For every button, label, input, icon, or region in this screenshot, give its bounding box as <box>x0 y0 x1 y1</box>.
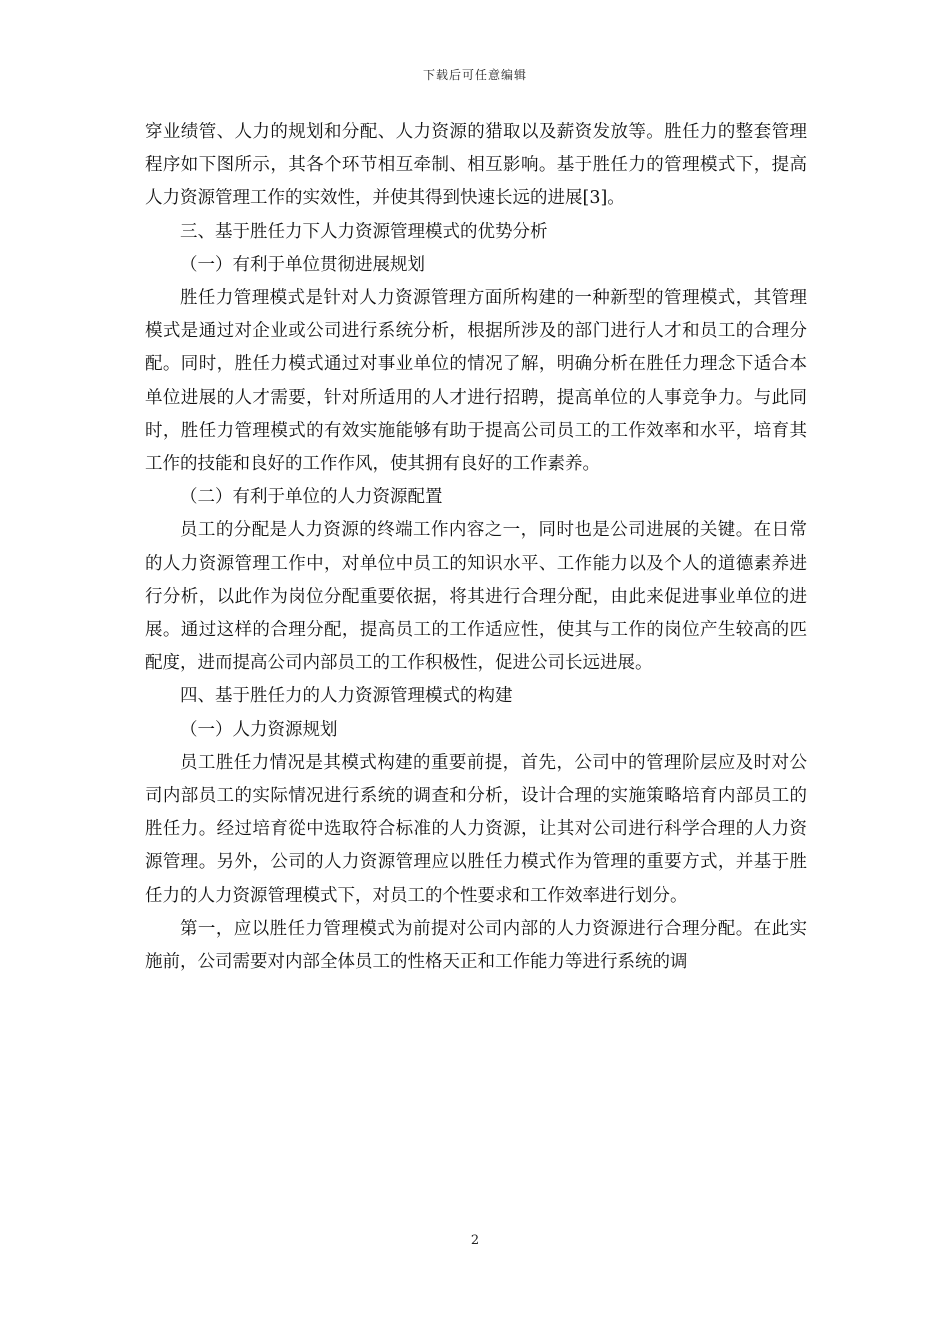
paragraph-continuation: 穿业绩管、人力的规划和分配、人力资源的猎取以及薪资发放等。胜任力的整套管理程序如下图所示，其各个环节相互牵制、相互影响。基于胜任力的管理模式下，提高人力资源管理工作的实效性，并使其得到快速长远的进展[3]。 <box>145 122 807 209</box>
section-heading-3: 三、基于胜任力下人力资源管理模式的优势分析 <box>180 221 548 242</box>
paragraph-hr-planning: 员工胜任力情况是其模式构建的重要前提，首先，公司中的管理阶层应及时对公司内部员工的实际情况进行系统的调查和分析，设计合理的实施策略培育内部员工的胜任力。经过培育從中选取符合标准的人力资源，让其对公司进行科学合理的人力资源管理。另外，公司的人力资源管理应以胜任力模式作为管理的重要方式，并基于胜任力的人力资源管理模式下，对员工的个性要求和工作效率进行划分。 <box>145 752 807 906</box>
subsection-heading-4-1: （一）人力资源规划 <box>180 719 338 740</box>
page-number: 2 <box>470 1233 480 1248</box>
document-body <box>145 116 807 979</box>
page-header: 下载后可任意编辑 <box>422 68 527 82</box>
paragraph-allocation: 员工的分配是人力资源的终端工作内容之一，同时也是公司进展的关键。在日常的人力资源管理工作中，对单位中员工的知识水平、工作能力以及个人的道德素养进行分析，以此作为岗位分配重要依据，将其进行合理分配，由此来促进事业单位的进展。通过这样的合理分配，提高员工的工作适应性，使其与工作的岗位产生较高的匹配度，进而提高公司内部员工的工作积极性，促进公司长远进展。 <box>145 520 807 674</box>
paragraph-first-point: 第一，应以胜任力管理模式为前提对公司内部的人力资源进行合理分配。在此实施前，公司需要对内部全体员工的性格天正和工作能力等进行系统的调 <box>145 918 807 973</box>
section-heading-4: 四、基于胜任力的人力资源管理模式的构建 <box>180 686 513 707</box>
subsection-heading-3-2: （二）有利于单位的人力资源配置 <box>180 487 443 508</box>
subsection-heading-3-1: （一）有利于单位贯彻进展规划 <box>180 254 425 275</box>
paragraph-planning: 胜任力管理模式是针对人力资源管理方面所构建的一种新型的管理模式，其管理模式是通过对企业或公司进行系统分析，根据所涉及的部门进行人才和员工的合理分配。同时，胜任力模式通过对事业单位的情况了解，明确分析在胜任力理念下适合本单位进展的人才需要，针对所适用的人才进行招聘，提高单位的人事竞争力。与此同时，胜任力管理模式的有效实施能够有助于提高公司员工的工作效率和水平，培育其工作的技能和良好的工作作风，使其拥有良好的工作素养。 <box>145 288 807 475</box>
